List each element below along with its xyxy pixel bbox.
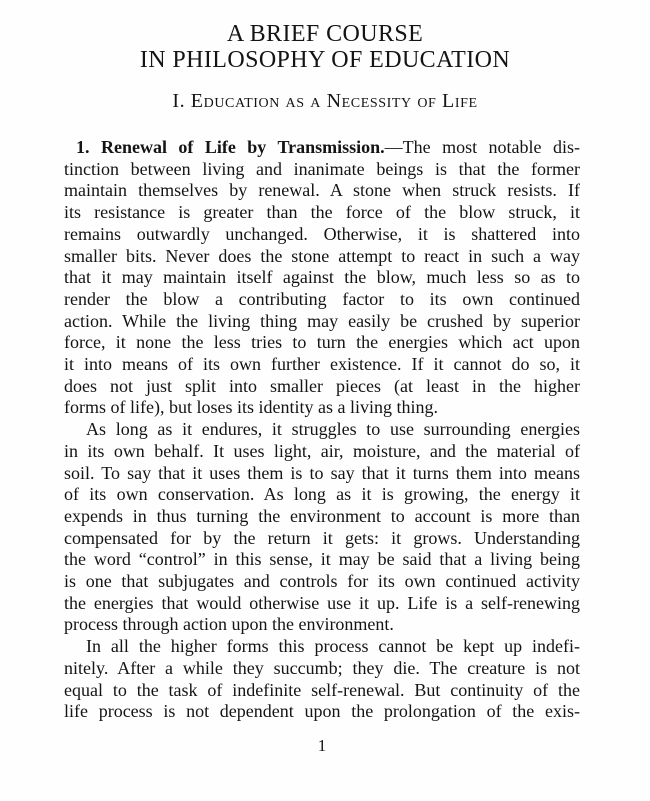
text-line: tinction between living and inanimate beings is that the former (64, 158, 580, 179)
text-line: force, it none the less tries to turn the energies which act upon (64, 332, 580, 353)
text-line: forms of life), but loses its identity as a living thing. (64, 397, 438, 418)
paragraph (64, 636, 580, 723)
text-line: 1. Renewal of Life by Transmission.—The most notable dis- (76, 137, 580, 157)
chapter-heading (0, 90, 650, 112)
book-title-line-2: IN PHILOSOPHY OF EDUCATION (139, 47, 511, 73)
text-line: nitely. After a while they succumb; they die. The creature is not (64, 657, 580, 678)
paragraph (64, 137, 580, 419)
text-line: soil. To say that it uses them is to say that it turns them into means (64, 462, 580, 483)
text-line: equal to the task of indefinite self-renewal. But continuity of the (64, 679, 580, 700)
text-line: expends in thus turning the environment to account is more than (64, 505, 580, 526)
text-line: action. While the living thing may easily be crushed by superior (64, 310, 580, 331)
text-line: the word “control” in this sense, it may be said that a living being (64, 549, 580, 570)
body-text (64, 137, 580, 723)
text-line: it into means of its own further existence. If it cannot do so, it (64, 354, 580, 375)
text-line: in its own behalf. It uses light, air, moisture, and the material of (64, 440, 580, 461)
text-line: As long as it endures, it struggles to use surrounding energies (86, 419, 580, 440)
book-title (0, 21, 650, 73)
chapter-heading-text: I. Education as a Necessity of Life (172, 90, 478, 112)
text-line: render the blow a contributing factor to its own continued (64, 288, 580, 309)
text-line: that it may maintain itself against the blow, much less so as to (64, 267, 580, 288)
section-lead: 1. Renewal of Life by Transmission. (76, 137, 385, 157)
text-line: smaller bits. Never does the stone attempt to react in such a way (64, 245, 580, 266)
paragraph (64, 419, 580, 636)
text-line: process through action upon the environment. (64, 614, 394, 635)
text-line: life process is not dependent upon the prolongation of the exis- (64, 701, 580, 722)
book-title-line-1: A BRIEF COURSE (226, 21, 424, 47)
text-line: compensated for by the return it gets: it grows. Understanding (64, 527, 580, 548)
text-line: remains outwardly unchanged. Otherwise, it is shattered into (64, 223, 580, 244)
text-line: the energies that would otherwise use it up. Life is a self-renewing (64, 592, 580, 613)
text-line: maintain themselves by renewal. A stone when struck resists. If (64, 180, 580, 201)
page-number: 1 (317, 736, 327, 755)
text-line: does not just split into smaller pieces (at least in the higher (64, 375, 580, 396)
text-line: is one that subjugates and controls for its own continued activity (64, 571, 580, 592)
text-line: its resistance is greater than the force of the blow struck, it (64, 202, 580, 223)
text-line: of its own conservation. As long as it is growing, the energy it (64, 484, 580, 505)
text-line: In all the higher forms this process cannot be kept up indefi- (86, 636, 580, 657)
